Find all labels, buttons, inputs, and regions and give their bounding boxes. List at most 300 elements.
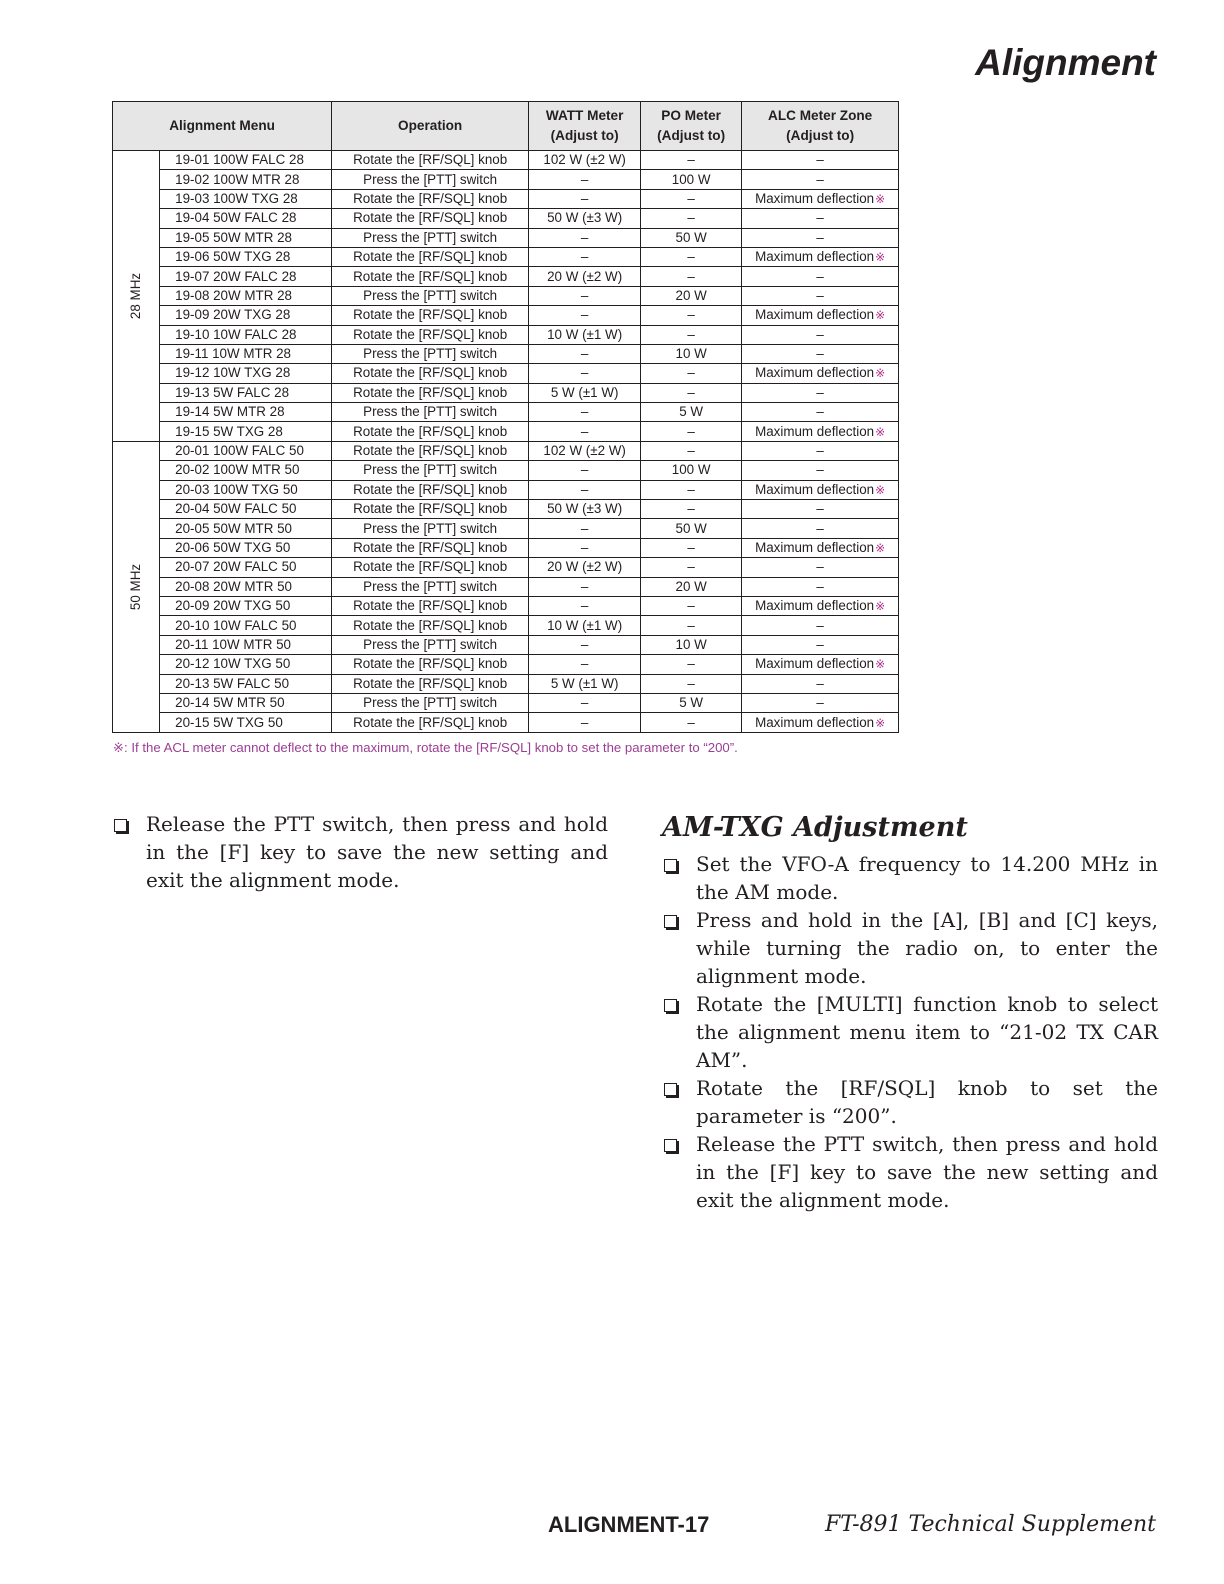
cell-alignment-menu <box>160 480 332 499</box>
step-text: Set the VFO-A frequency to 14.200 MHz in the AM mode. <box>696 852 1158 904</box>
cell-operation-text: Rotate the [RF/SQL] knob <box>353 443 508 459</box>
cell-watt-meter-text: – <box>580 229 589 245</box>
cell-alignment-menu <box>160 519 332 538</box>
cell-operation-text: Rotate the [RF/SQL] knob <box>353 152 508 168</box>
cell-operation <box>332 596 529 615</box>
cell-po-meter <box>641 596 742 615</box>
cell-alignment-menu-text: 20-04 50W FALC 50 <box>175 501 297 517</box>
cell-po-meter <box>641 674 742 693</box>
cell-alignment-menu <box>160 422 332 441</box>
cell-operation <box>332 480 529 499</box>
note-mark: ※ <box>875 250 886 265</box>
cell-operation-text: Press the [PTT] switch <box>363 462 498 478</box>
cell-watt-meter-text: – <box>580 520 589 536</box>
cell-alignment-menu-text: 19-04 50W FALC 28 <box>175 210 297 226</box>
note-mark: ※ <box>875 308 886 323</box>
cell-operation-text: Press the [PTT] switch <box>363 520 498 536</box>
cell-alc-meter-zone <box>742 616 899 635</box>
cell-watt-meter-text: – <box>580 404 589 420</box>
cell-alignment-menu-text: 20-01 100W FALC 50 <box>175 443 304 459</box>
cell-watt-meter <box>529 170 641 189</box>
cell-alc-meter-zone <box>742 403 899 422</box>
cell-alc-meter-zone-text: – <box>816 326 824 342</box>
cell-operation-text: Rotate the [RF/SQL] knob <box>353 249 508 265</box>
table-row <box>113 383 899 402</box>
table-row <box>113 170 899 189</box>
cell-alignment-menu <box>160 228 332 247</box>
cell-alignment-menu <box>160 189 332 208</box>
cell-alignment-menu <box>160 383 332 402</box>
cell-po-meter <box>641 500 742 519</box>
cell-alc-meter-zone <box>742 674 899 693</box>
cell-alc-meter-zone-text: – <box>816 636 824 652</box>
cell-po-meter-text: – <box>687 384 695 400</box>
section-heading: AM-TXG Adjustment <box>662 812 968 843</box>
cell-operation-text: Press the [PTT] switch <box>363 578 498 594</box>
table-row <box>113 209 899 228</box>
footer-document-title: FT-891 Technical Supplement <box>824 1512 1156 1537</box>
cell-po-meter-text: 50 W <box>675 520 707 536</box>
cell-operation-text: Rotate the [RF/SQL] knob <box>353 307 508 323</box>
right-column <box>662 810 1158 1214</box>
cell-alc-meter-zone-text: – <box>816 268 824 284</box>
cell-alc-meter-zone-text: – <box>816 287 824 303</box>
note-mark: ※ <box>875 191 886 206</box>
cell-po-meter-text: – <box>687 481 695 497</box>
cell-operation-text: Rotate the [RF/SQL] knob <box>353 268 508 284</box>
cell-alignment-menu <box>160 655 332 674</box>
cell-alignment-menu <box>160 461 332 480</box>
checkbox-bullet-icon <box>664 1083 677 1096</box>
cell-alignment-menu <box>160 267 332 286</box>
cell-alignment-menu-text: 20-09 20W TXG 50 <box>175 598 291 614</box>
cell-alc-meter-zone-text: Maximum deflection <box>755 598 875 614</box>
cell-alignment-menu <box>160 403 332 422</box>
cell-watt-meter <box>529 344 641 363</box>
cell-alignment-menu <box>160 344 332 363</box>
cell-alc-meter-zone-text: Maximum deflection <box>755 190 875 206</box>
header-alignment-menu: Alignment Menu <box>113 102 332 151</box>
cell-operation <box>332 364 529 383</box>
cell-watt-meter <box>529 616 641 635</box>
cell-watt-meter-text: 10 W (±1 W) <box>547 617 623 633</box>
cell-watt-meter-text: – <box>580 365 589 381</box>
cell-watt-meter <box>529 596 641 615</box>
cell-operation <box>332 693 529 712</box>
cell-alc-meter-zone <box>742 286 899 305</box>
cell-operation <box>332 538 529 557</box>
cell-watt-meter <box>529 383 641 402</box>
table-row <box>113 596 899 615</box>
step-text: Release the PTT switch, then press and hold in the [F] key to save the new setting and exit the alignment mode. <box>696 1132 1158 1212</box>
header-watt-meter: WATT Meter (Adjust to) <box>529 102 641 151</box>
cell-operation-text: Rotate the [RF/SQL] knob <box>353 598 508 614</box>
alignment-table <box>112 101 899 733</box>
table-header-row <box>113 102 899 151</box>
table-body <box>113 151 899 733</box>
table-row <box>113 655 899 674</box>
table-row <box>113 306 899 325</box>
cell-watt-meter <box>529 267 641 286</box>
cell-alc-meter-zone-text: Maximum deflection <box>755 714 875 730</box>
note-mark: ※ <box>875 424 886 439</box>
table-row <box>113 344 899 363</box>
cell-po-meter-text: – <box>687 714 695 730</box>
cell-alignment-menu <box>160 538 332 557</box>
cell-po-meter-text: – <box>687 501 695 517</box>
cell-watt-meter <box>529 286 641 305</box>
cell-operation <box>332 500 529 519</box>
note-mark: ※ <box>875 715 886 730</box>
cell-po-meter <box>641 151 742 170</box>
left-step-list <box>112 810 608 894</box>
cell-watt-meter-text: – <box>580 190 589 206</box>
cell-operation <box>332 461 529 480</box>
cell-po-meter <box>641 228 742 247</box>
step-item <box>662 990 1158 1074</box>
cell-po-meter <box>641 558 742 577</box>
step-text: Rotate the [MULTI] function knob to select the alignment menu item to “21-02 TX CAR AM”. <box>696 992 1158 1072</box>
cell-po-meter-text: 10 W <box>675 346 707 362</box>
cell-alc-meter-zone <box>742 655 899 674</box>
checkbox-bullet-icon <box>114 819 127 832</box>
page-title: Alignment <box>975 42 1156 83</box>
cell-operation-text: Press the [PTT] switch <box>363 229 498 245</box>
cell-operation-text: Press the [PTT] switch <box>363 171 498 187</box>
cell-watt-meter-text: – <box>580 423 589 439</box>
checkbox-bullet-icon <box>664 859 677 872</box>
cell-alc-meter-zone-text: Maximum deflection <box>755 481 875 497</box>
cell-alignment-menu <box>160 286 332 305</box>
cell-alignment-menu-text: 19-14 5W MTR 28 <box>175 404 285 420</box>
cell-watt-meter <box>529 441 641 460</box>
table-row <box>113 461 899 480</box>
cell-po-meter-text: – <box>687 190 695 206</box>
table-row <box>113 635 899 654</box>
cell-po-meter <box>641 267 742 286</box>
cell-watt-meter-text: – <box>580 287 589 303</box>
cell-alc-meter-zone-text: – <box>816 384 824 400</box>
cell-watt-meter <box>529 189 641 208</box>
cell-watt-meter-text: – <box>580 578 589 594</box>
table-row <box>113 674 899 693</box>
cell-alignment-menu-text: 20-11 10W MTR 50 <box>175 636 291 652</box>
cell-alc-meter-zone-text: – <box>816 675 824 691</box>
step-text: Release the PTT switch, then press and hold in the [F] key to save the new setting and exit the alignment mode. <box>146 812 608 892</box>
cell-operation <box>332 674 529 693</box>
cell-alignment-menu-text: 20-06 50W TXG 50 <box>175 540 291 555</box>
cell-po-meter-text: 20 W <box>675 287 707 303</box>
note-mark: ※ <box>875 657 886 672</box>
cell-po-meter <box>641 461 742 480</box>
cell-alc-meter-zone-text: – <box>816 404 824 420</box>
cell-po-meter-text: 5 W <box>679 404 704 420</box>
cell-operation <box>332 616 529 635</box>
table-row <box>113 228 899 247</box>
cell-alignment-menu-text: 19-11 10W MTR 28 <box>175 346 291 362</box>
cell-po-meter-text: – <box>687 423 695 439</box>
cell-watt-meter <box>529 674 641 693</box>
cell-operation-text: Rotate the [RF/SQL] knob <box>353 559 508 575</box>
cell-po-meter <box>641 344 742 363</box>
note-mark: ※ <box>875 599 886 614</box>
cell-watt-meter <box>529 713 641 732</box>
cell-alc-meter-zone <box>742 209 899 228</box>
cell-alc-meter-zone <box>742 267 899 286</box>
cell-watt-meter-text: 102 W (±2 W) <box>543 443 626 459</box>
cell-alignment-menu-text: 20-07 20W FALC 50 <box>175 559 297 575</box>
cell-po-meter-text: 20 W <box>675 578 707 594</box>
cell-alc-meter-zone <box>742 596 899 615</box>
cell-alignment-menu <box>160 635 332 654</box>
cell-alc-meter-zone-text: – <box>816 559 824 575</box>
cell-alc-meter-zone <box>742 713 899 732</box>
cell-watt-meter <box>529 655 641 674</box>
step-item <box>662 1130 1158 1214</box>
cell-watt-meter-text: – <box>580 540 589 555</box>
cell-alc-meter-zone <box>742 635 899 654</box>
cell-po-meter <box>641 306 742 325</box>
cell-alignment-menu <box>160 325 332 344</box>
cell-operation <box>332 344 529 363</box>
table-row <box>113 500 899 519</box>
step-item <box>662 1074 1158 1130</box>
left-column <box>112 810 608 894</box>
cell-alc-meter-zone <box>742 151 899 170</box>
step-item <box>112 810 608 894</box>
cell-po-meter <box>641 635 742 654</box>
cell-alc-meter-zone <box>742 189 899 208</box>
cell-alignment-menu-text: 19-06 50W TXG 28 <box>175 249 291 265</box>
cell-alignment-menu <box>160 441 332 460</box>
cell-operation-text: Rotate the [RF/SQL] knob <box>353 365 508 381</box>
cell-po-meter-text: – <box>687 326 695 342</box>
cell-watt-meter-text: 5 W (±1 W) <box>550 675 619 691</box>
cell-alc-meter-zone <box>742 461 899 480</box>
step-text: Press and hold in the [A], [B] and [C] keys, while turning the radio on, to enter the alignment mode. <box>696 908 1158 988</box>
table-row <box>113 558 899 577</box>
cell-alignment-menu-text: 20-02 100W MTR 50 <box>175 462 300 478</box>
cell-po-meter <box>641 655 742 674</box>
cell-po-meter-text: – <box>687 675 695 691</box>
cell-watt-meter <box>529 538 641 557</box>
cell-alignment-menu-text: 20-08 20W MTR 50 <box>175 578 292 594</box>
cell-watt-meter <box>529 480 641 499</box>
cell-alignment-menu-text: 20-05 50W MTR 50 <box>175 520 292 536</box>
cell-watt-meter <box>529 519 641 538</box>
cell-po-meter-text: – <box>687 307 695 323</box>
cell-alc-meter-zone <box>742 441 899 460</box>
cell-operation-text: Rotate the [RF/SQL] knob <box>353 501 508 517</box>
cell-operation-text: Rotate the [RF/SQL] knob <box>353 540 508 555</box>
cell-watt-meter-text: – <box>580 346 589 362</box>
cell-alc-meter-zone <box>742 538 899 557</box>
cell-po-meter-text: – <box>687 249 695 265</box>
cell-watt-meter <box>529 306 641 325</box>
note-mark: ※ <box>875 366 886 381</box>
cell-po-meter <box>641 538 742 557</box>
cell-po-meter-text: 100 W <box>671 462 711 478</box>
step-item <box>662 850 1158 906</box>
cell-watt-meter-text: – <box>580 656 589 672</box>
cell-alignment-menu <box>160 247 332 266</box>
cell-alc-meter-zone-text: Maximum deflection <box>755 307 875 323</box>
cell-alignment-menu <box>160 500 332 519</box>
cell-po-meter <box>641 247 742 266</box>
cell-watt-meter-text: 20 W (±2 W) <box>547 268 623 284</box>
cell-operation-text: Rotate the [RF/SQL] knob <box>353 423 508 439</box>
band-label-cell <box>113 441 160 732</box>
cell-watt-meter <box>529 577 641 596</box>
cell-alc-meter-zone <box>742 383 899 402</box>
cell-watt-meter-text: – <box>580 714 589 730</box>
cell-operation <box>332 577 529 596</box>
cell-alignment-menu <box>160 596 332 615</box>
cell-alc-meter-zone <box>742 364 899 383</box>
cell-alignment-menu-text: 20-03 100W TXG 50 <box>175 481 298 497</box>
cell-watt-meter <box>529 228 641 247</box>
cell-alc-meter-zone <box>742 577 899 596</box>
checkbox-bullet-icon <box>664 1139 677 1152</box>
band-label: 28 MHz <box>128 272 144 319</box>
cell-watt-meter <box>529 558 641 577</box>
cell-operation <box>332 383 529 402</box>
cell-operation <box>332 306 529 325</box>
cell-alc-meter-zone-text: Maximum deflection <box>755 540 875 555</box>
cell-operation <box>332 151 529 170</box>
cell-watt-meter-text: 10 W (±1 W) <box>547 326 623 342</box>
cell-watt-meter-text: 50 W (±3 W) <box>547 210 623 226</box>
cell-alc-meter-zone-text: – <box>816 229 824 245</box>
table-row <box>113 422 899 441</box>
cell-alignment-menu-text: 20-12 10W TXG 50 <box>175 656 291 672</box>
cell-alc-meter-zone <box>742 693 899 712</box>
cell-alc-meter-zone-text: – <box>816 443 824 459</box>
cell-alc-meter-zone-text: Maximum deflection <box>755 249 875 265</box>
cell-alc-meter-zone <box>742 500 899 519</box>
cell-watt-meter <box>529 209 641 228</box>
footer-page-number: ALIGNMENT-17 <box>548 1512 710 1537</box>
cell-po-meter <box>641 616 742 635</box>
cell-watt-meter-text: – <box>580 249 589 265</box>
cell-operation-text: Press the [PTT] switch <box>363 636 498 652</box>
cell-operation <box>332 655 529 674</box>
cell-alignment-menu-text: 19-01 100W FALC 28 <box>175 152 304 168</box>
cell-operation <box>332 519 529 538</box>
cell-po-meter-text: 5 W <box>679 695 704 711</box>
cell-po-meter <box>641 693 742 712</box>
cell-po-meter <box>641 480 742 499</box>
cell-alignment-menu <box>160 674 332 693</box>
cell-alignment-menu-text: 20-15 5W TXG 50 <box>175 714 283 730</box>
cell-po-meter <box>641 383 742 402</box>
cell-po-meter <box>641 519 742 538</box>
cell-alc-meter-zone-text: – <box>816 210 824 226</box>
cell-watt-meter <box>529 247 641 266</box>
cell-operation-text: Rotate the [RF/SQL] knob <box>353 190 508 206</box>
cell-operation <box>332 228 529 247</box>
cell-operation-text: Rotate the [RF/SQL] knob <box>353 326 508 342</box>
step-item <box>662 906 1158 990</box>
table-footnote: ※: If the ACL meter cannot deflect to the maximum, rotate the [RF/SQL] knob to set the parameter to “200”. <box>113 740 738 755</box>
cell-alignment-menu-text: 19-02 100W MTR 28 <box>175 171 300 187</box>
cell-po-meter <box>641 364 742 383</box>
cell-watt-meter <box>529 422 641 441</box>
cell-alc-meter-zone <box>742 480 899 499</box>
cell-alignment-menu-text: 19-03 100W TXG 28 <box>175 190 298 206</box>
cell-alc-meter-zone-text: Maximum deflection <box>755 423 875 439</box>
table-row <box>113 693 899 712</box>
table-row <box>113 189 899 208</box>
cell-operation-text: Rotate the [RF/SQL] knob <box>353 481 508 497</box>
cell-alignment-menu <box>160 306 332 325</box>
cell-alignment-menu-text: 19-10 10W FALC 28 <box>175 326 297 342</box>
step-text: Rotate the [RF/SQL] knob to set the parameter is “200”. <box>696 1076 1158 1128</box>
cell-operation-text: Press the [PTT] switch <box>363 346 498 362</box>
note-mark: ※ <box>875 541 886 555</box>
cell-alc-meter-zone <box>742 519 899 538</box>
cell-po-meter-text: – <box>687 365 695 381</box>
right-step-list <box>662 850 1158 1214</box>
cell-operation-text: Press the [PTT] switch <box>363 695 498 711</box>
cell-operation <box>332 713 529 732</box>
cell-po-meter-text: 50 W <box>675 229 707 245</box>
cell-alc-meter-zone-text: – <box>816 346 824 362</box>
table-row <box>113 480 899 499</box>
cell-alignment-menu-text: 19-05 50W MTR 28 <box>175 229 292 245</box>
band-label-cell <box>113 151 160 442</box>
cell-operation-text: Rotate the [RF/SQL] knob <box>353 210 508 226</box>
cell-operation <box>332 403 529 422</box>
table-row <box>113 267 899 286</box>
cell-po-meter-text: – <box>687 210 695 226</box>
table-row <box>113 519 899 538</box>
cell-alc-meter-zone-text: Maximum deflection <box>755 365 875 381</box>
cell-operation-text: Rotate the [RF/SQL] knob <box>353 675 508 691</box>
cell-po-meter <box>641 325 742 344</box>
table-row <box>113 286 899 305</box>
cell-watt-meter <box>529 500 641 519</box>
cell-operation-text: Rotate the [RF/SQL] knob <box>353 656 508 672</box>
cell-watt-meter <box>529 364 641 383</box>
cell-watt-meter-text: 5 W (±1 W) <box>550 384 619 400</box>
cell-operation-text: Rotate the [RF/SQL] knob <box>353 384 508 400</box>
cell-alignment-menu-text: 19-08 20W MTR 28 <box>175 287 292 303</box>
checkbox-bullet-icon <box>664 999 677 1012</box>
cell-watt-meter-text: 102 W (±2 W) <box>543 152 626 168</box>
table-row <box>113 577 899 596</box>
cell-operation <box>332 286 529 305</box>
cell-alignment-menu-text: 19-07 20W FALC 28 <box>175 268 297 284</box>
cell-alignment-menu <box>160 364 332 383</box>
cell-operation <box>332 558 529 577</box>
cell-alignment-menu <box>160 170 332 189</box>
cell-po-meter-text: 10 W <box>675 636 707 652</box>
cell-operation <box>332 189 529 208</box>
cell-watt-meter-text: 50 W (±3 W) <box>547 501 623 517</box>
cell-alignment-menu <box>160 616 332 635</box>
cell-watt-meter <box>529 461 641 480</box>
cell-alc-meter-zone <box>742 325 899 344</box>
cell-po-meter-text: – <box>687 443 695 459</box>
cell-watt-meter-text: – <box>580 171 589 187</box>
table-row <box>113 616 899 635</box>
cell-alc-meter-zone <box>742 558 899 577</box>
table-row <box>113 538 899 557</box>
cell-po-meter <box>641 403 742 422</box>
cell-alignment-menu-text: 20-14 5W MTR 50 <box>175 695 285 711</box>
cell-watt-meter <box>529 325 641 344</box>
